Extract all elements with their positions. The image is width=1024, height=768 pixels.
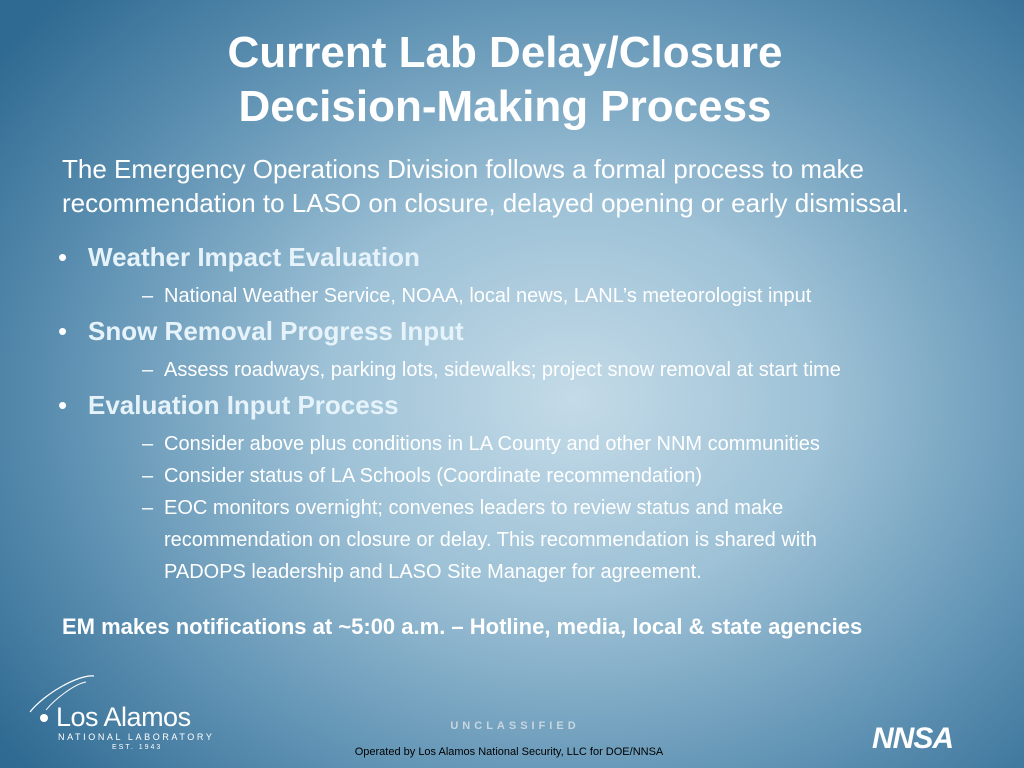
logo-subtitle: NATIONAL LABORATORY <box>58 732 215 742</box>
sub-item-line-3: PADOPS leadership and LASO Site Manager for agreement. <box>164 561 702 583</box>
title-line-1: Current Lab Delay/Closure <box>227 28 783 77</box>
bullet-label: Evaluation Input Process <box>88 390 399 420</box>
bullet-weather-impact <box>58 242 420 273</box>
sub-item-text: Assess roadways, parking lots, sidewalks; project snow removal at start time <box>164 359 841 381</box>
bullet-evaluation-input <box>58 390 399 421</box>
logo-established: EST. 1943 <box>112 744 163 751</box>
sub-marker: – <box>142 359 154 381</box>
bullet-label: Snow Removal Progress Input <box>88 316 464 346</box>
sub-item <box>142 428 820 460</box>
sub-item-text: National Weather Service, NOAA, local news, LANL’s meteorologist input <box>164 285 812 307</box>
sub-marker: – <box>142 285 154 307</box>
bullet-marker: • <box>58 242 68 272</box>
intro-line-1: The Emergency Operations Division follows a formal process to make <box>62 154 864 184</box>
sub-item <box>142 460 702 492</box>
slide-title <box>0 26 1010 134</box>
sub-item <box>142 354 841 386</box>
sub-item-text: Consider above plus conditions in LA County and other NNM communities <box>164 433 820 455</box>
bullet-snow-removal <box>58 316 464 347</box>
sub-item-multiline <box>142 492 922 588</box>
nnsa-logo: NNSA <box>872 722 954 755</box>
sub-marker: – <box>142 465 154 487</box>
operated-by-text: Operated by Los Alamos National Security, LLC for DOE/NNSA <box>354 746 664 758</box>
logo-name: Los Alamos <box>56 702 191 732</box>
bullet-label: Weather Impact Evaluation <box>88 242 420 272</box>
classification-label: UNCLASSIFIED <box>450 720 580 732</box>
bullet-marker: • <box>58 316 68 346</box>
intro-text <box>62 152 1012 220</box>
lanl-logo <box>24 672 224 752</box>
sub-marker: – <box>142 497 154 519</box>
bullet-marker: • <box>58 390 68 420</box>
notification-note: EM makes notifications at ~5:00 a.m. – Hotline, media, local & state agencies <box>62 614 863 639</box>
sub-item-line-1: EOC monitors overnight; convenes leaders to review status and make <box>164 497 784 519</box>
title-line-2: Decision-Making Process <box>238 82 772 131</box>
intro-line-2: recommendation to LASO on closure, delayed opening or early dismissal. <box>62 188 909 218</box>
sub-marker: – <box>142 433 154 455</box>
sub-item-line-2: recommendation on closure or delay. This recommendation is shared with <box>164 529 817 551</box>
sub-item <box>142 280 811 312</box>
sub-item-text: Consider status of LA Schools (Coordinate recommendation) <box>164 465 703 487</box>
